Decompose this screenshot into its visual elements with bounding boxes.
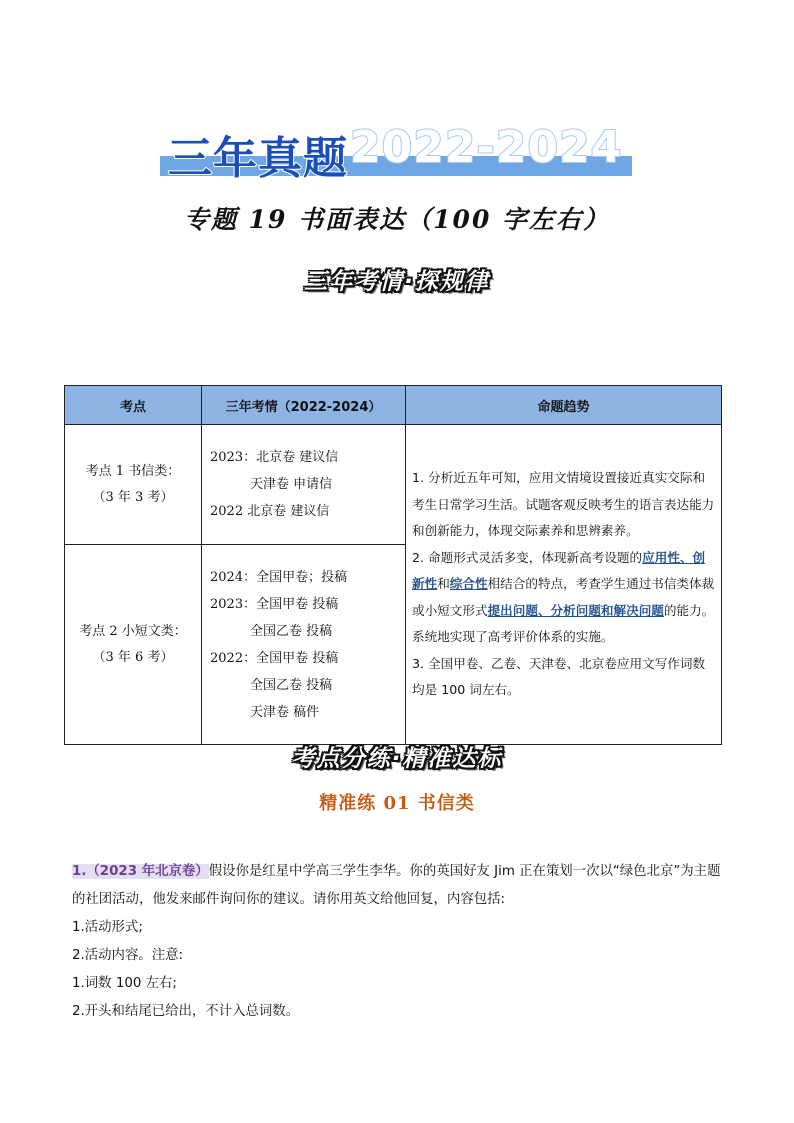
question-line: 1.词数 100 左右; [72,976,177,991]
year-entry: 全国乙卷 投稿 [250,677,333,693]
question-line: 2.开头和结尾已给出，不计入总词数。 [72,1004,300,1019]
year-entry: 全国乙卷 投稿 [250,623,333,639]
question-line: 1.活动形式; [72,920,143,935]
years-cell [202,545,406,745]
point-count: （3 年 6 考） [92,649,174,665]
practice-title: 精准练 01 书信类 [319,793,475,814]
year-entry: 2023：全国甲卷 投稿 [210,596,339,612]
header-point: 考点 [65,386,202,425]
title-banner [160,122,635,184]
header-years: 三年考情（2022-2024） [202,386,406,425]
banner-years: 2022-2024 [350,122,623,173]
point-label: 考点 1 书信类： [85,463,181,479]
banner-title: 三年真题 [168,133,348,184]
year-entry: 2022 北京卷 建议信 [210,504,330,519]
exam-analysis-table [64,385,722,745]
point-count: （3 年 3 考） [92,489,174,505]
question-source-tag: 1.（2023 年北京卷） [72,864,209,879]
trend-2: 2. 命题形式灵活多变，体现新高考设题的应用性、创新性和综合性相结合的特点，考查学生通过书信类体裁或小短文形式提出问题、分析问题和解决问题的能力。系统地实现了高考评价体系的实施。 [412,549,715,645]
question-line: 2.活动内容。注意: [72,948,184,963]
question-text: 假设你是红星中学高三学生李华。你的英国好友 Jim 正在策划一次以“绿色北京”为主题的社团活动，他发来邮件询问你的建议。请你用英文给他回复，内容包括: [72,864,721,907]
table-row [65,425,722,545]
year-entry: 天津卷 稿件 [250,704,320,720]
point-cell [65,425,202,545]
question-block [72,858,727,1026]
years-cell [202,425,406,545]
trend-cell [406,425,722,745]
header-trend: 命题趋势 [406,386,722,425]
year-entry: 2022：全国甲卷 投稿 [210,650,339,666]
point-label: 考点 2 小短文类： [79,623,187,639]
trend-1: 1. 分析近五年可知，应用文情境设置接近真实交际和考生日常学习生活。试题客观反映考生的语言表达能力和创新能力，体现交际素养和思辨素养。 [412,470,715,539]
year-entry: 2023：北京卷 建议信 [210,450,339,465]
section-title-practice: 考点分练·精准达标 [291,746,503,772]
section-title-analysis: 三年考情·探规律 [304,269,490,295]
topic-subtitle: 专题 19 书面表达（100 字左右） [183,205,611,234]
trend-3: 3. 全国甲卷、乙卷、天津卷、北京卷应用文写作词数均是 100 词左右。 [412,655,706,698]
point-cell [65,545,202,745]
table-header-row [65,386,722,425]
year-entry: 2024：全国甲卷；投稿 [210,569,348,585]
question-stem [72,858,727,914]
year-entry: 天津卷 申请信 [250,477,333,492]
